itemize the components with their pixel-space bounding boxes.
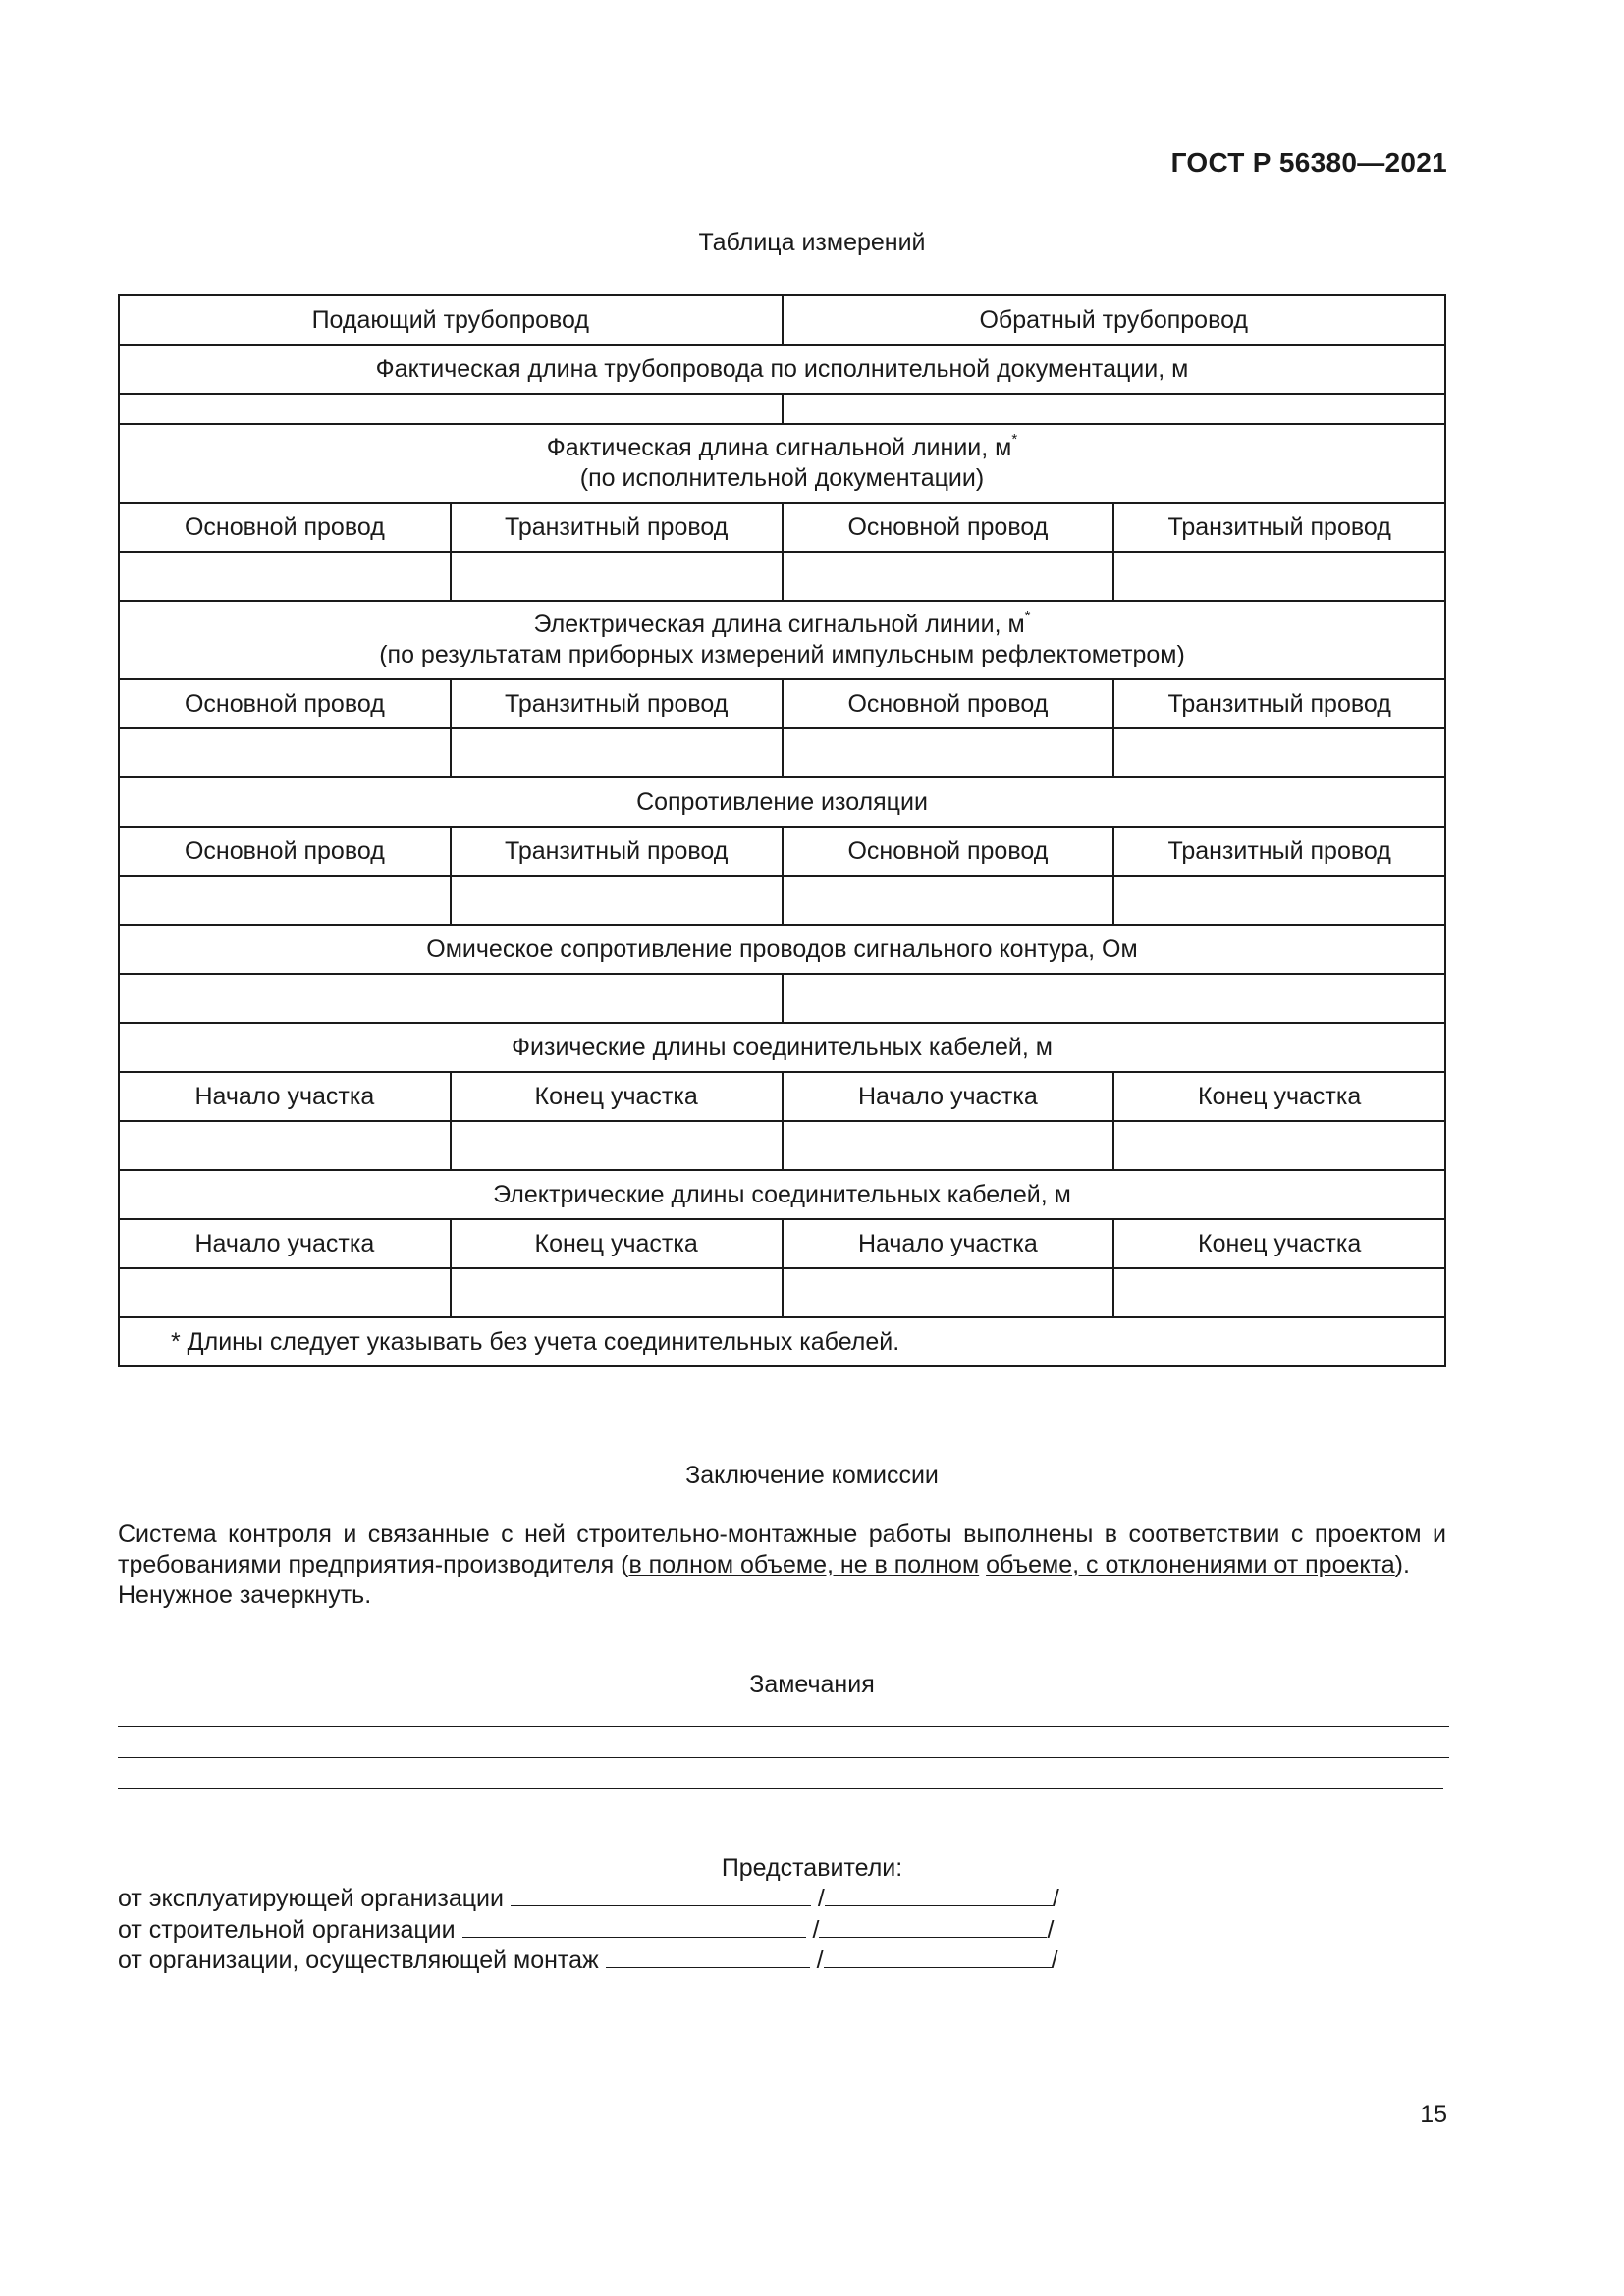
representative-label: от строительной организации	[118, 1916, 456, 1944]
name-line[interactable]	[819, 1914, 1047, 1938]
remarks-title: Замечания	[749, 1671, 875, 1698]
empty-cell	[1113, 876, 1445, 925]
main-wire-header: Основной провод	[119, 679, 451, 728]
section-end-header: Конец участка	[451, 1072, 783, 1121]
section-end-header: Конец участка	[1113, 1072, 1445, 1121]
empty-cell	[783, 876, 1114, 925]
signature-line[interactable]	[511, 1883, 811, 1906]
signature-line[interactable]	[462, 1914, 806, 1938]
empty-cell	[783, 394, 1446, 424]
table-row	[119, 876, 1445, 925]
ohmic-resistance-header: Омическое сопротивление проводов сигнального контура, Ом	[119, 925, 1445, 974]
section-start-header: Начало участка	[783, 1219, 1114, 1268]
physical-cable-lengths-header: Физические длины соединительных кабелей, м	[119, 1023, 1445, 1072]
electric-length-header: Электрическая длина сигнальной линии, м* (по результатам приборных измерений импульсным рефлектометром)	[119, 601, 1445, 679]
empty-cell	[783, 974, 1446, 1023]
representative-label: от эксплуатирующей организации	[118, 1885, 504, 1912]
strike-note: Ненужное зачеркнуть.	[118, 1581, 372, 1609]
signal-line-length-header: Фактическая длина сигнальной линии, м* (по исполнительной документации)	[119, 424, 1445, 503]
table-row	[119, 827, 1445, 876]
name-line[interactable]	[825, 1883, 1053, 1906]
empty-cell	[119, 1268, 451, 1317]
conclusion-title: Заключение комиссии	[685, 1462, 939, 1489]
main-wire-header: Основной провод	[783, 679, 1114, 728]
option-full-partial: в полном объеме, не в полном	[628, 1551, 980, 1578]
empty-cell	[1113, 1121, 1445, 1170]
page-number: 15	[1420, 2101, 1447, 2128]
representative-label: от организации, осуществляющей монтаж	[118, 1947, 599, 1974]
signature-line[interactable]	[606, 1945, 810, 1968]
empty-cell	[119, 876, 451, 925]
empty-cell	[119, 728, 451, 777]
representative-row-installation: от организации, осуществляющей монтаж / /	[118, 1947, 1058, 1974]
transit-wire-header: Транзитный провод	[1113, 503, 1445, 552]
empty-cell	[1113, 552, 1445, 601]
main-wire-header: Основной провод	[783, 827, 1114, 876]
section-start-header: Начало участка	[783, 1072, 1114, 1121]
transit-wire-header: Транзитный провод	[451, 679, 783, 728]
table-row	[119, 503, 1445, 552]
remarks-line[interactable]	[118, 1757, 1449, 1758]
empty-cell	[783, 1121, 1114, 1170]
section-end-header: Конец участка	[451, 1219, 783, 1268]
table-row	[119, 777, 1445, 827]
section-start-header: Начало участка	[119, 1219, 451, 1268]
section-start-header: Начало участка	[119, 1072, 451, 1121]
table-row	[119, 601, 1445, 679]
actual-pipeline-length-header: Фактическая длина трубопровода по исполнительной документации, м	[119, 345, 1445, 394]
empty-cell	[119, 552, 451, 601]
table-row	[119, 728, 1445, 777]
electric-cable-lengths-header: Электрические длины соединительных кабелей, м	[119, 1170, 1445, 1219]
empty-cell	[783, 552, 1114, 601]
empty-cell	[1113, 728, 1445, 777]
empty-cell	[451, 728, 783, 777]
table-row	[119, 1121, 1445, 1170]
empty-cell	[119, 1121, 451, 1170]
empty-cell	[451, 1268, 783, 1317]
main-wire-header: Основной провод	[119, 827, 451, 876]
empty-cell	[451, 876, 783, 925]
table-row	[119, 974, 1445, 1023]
name-line[interactable]	[824, 1945, 1052, 1968]
empty-cell	[783, 728, 1114, 777]
table-row	[119, 394, 1445, 424]
transit-wire-header: Транзитный провод	[451, 503, 783, 552]
main-wire-header: Основной провод	[119, 503, 451, 552]
representatives-title: Представители:	[721, 1854, 903, 1882]
table-row	[119, 679, 1445, 728]
table-row	[119, 925, 1445, 974]
empty-cell	[783, 1268, 1114, 1317]
table-row	[119, 1317, 1445, 1366]
empty-cell	[1113, 1268, 1445, 1317]
table-footnote: * Длины следует указывать без учета соединительных кабелей.	[119, 1317, 1445, 1366]
table-row	[119, 424, 1445, 503]
return-pipeline-header: Обратный трубопровод	[783, 295, 1446, 345]
table-row	[119, 552, 1445, 601]
table-row	[119, 1023, 1445, 1072]
option-deviation: объеме, с отклонениями от проекта	[986, 1551, 1395, 1578]
remarks-line[interactable]	[118, 1726, 1449, 1727]
main-wire-header: Основной провод	[783, 503, 1114, 552]
conclusion-text: Система контроля и связанные с ней строительно-монтажные работы выполнены в соответствии с проектом и требованиями предприятия-производителя (в полном объеме, не в полном объеме, с отклонениями от проекта).	[118, 1521, 1446, 1578]
empty-cell	[119, 394, 783, 424]
insulation-resistance-header: Сопротивление изоляции	[119, 777, 1445, 827]
empty-cell	[451, 552, 783, 601]
table-row	[119, 1170, 1445, 1219]
standard-code: ГОСТ Р 56380—2021	[1170, 147, 1447, 178]
table-title: Таблица измерений	[698, 229, 926, 256]
transit-wire-header: Транзитный провод	[451, 827, 783, 876]
transit-wire-header: Транзитный провод	[1113, 827, 1445, 876]
remarks-line[interactable]	[118, 1788, 1443, 1789]
empty-cell	[451, 1121, 783, 1170]
section-end-header: Конец участка	[1113, 1219, 1445, 1268]
representative-row-construction: от строительной организации / /	[118, 1916, 1055, 1944]
table-row	[119, 295, 1445, 345]
table-row	[119, 345, 1445, 394]
empty-cell	[119, 974, 783, 1023]
representative-row-operating: от эксплуатирующей организации / /	[118, 1885, 1059, 1912]
table-row	[119, 1268, 1445, 1317]
measurements-table	[118, 294, 1446, 1367]
table-row	[119, 1219, 1445, 1268]
transit-wire-header: Транзитный провод	[1113, 679, 1445, 728]
table-row	[119, 1072, 1445, 1121]
supply-pipeline-header: Подающий трубопровод	[119, 295, 783, 345]
